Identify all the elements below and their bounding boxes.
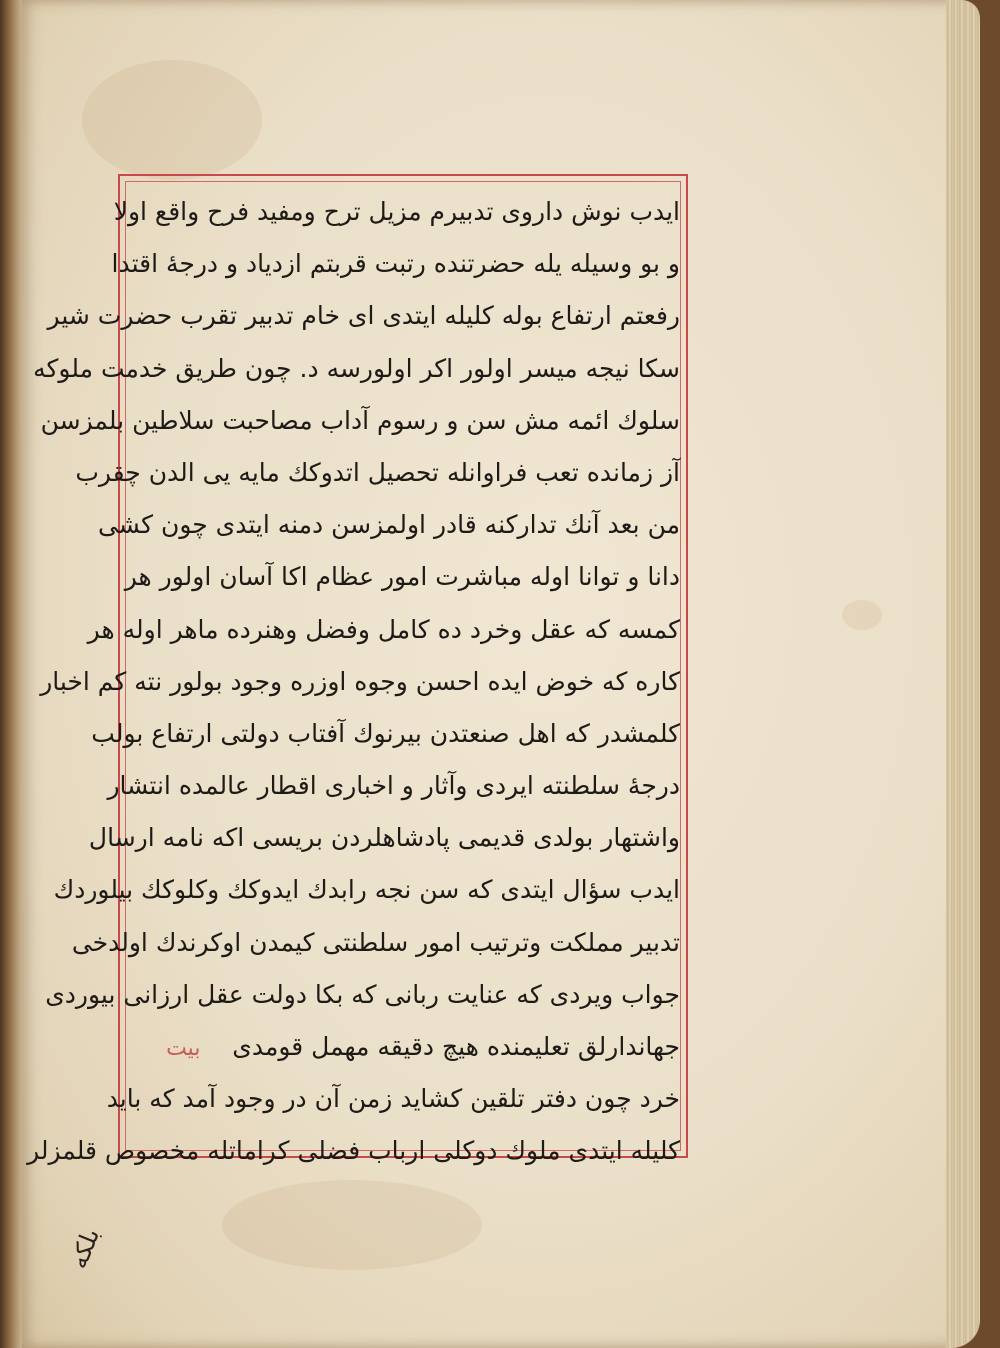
text-line: سلوك ائمه مش سن و رسوم آداب مصاحبت سلاطین بلمزسن xyxy=(40,405,680,435)
text-line: خرد چون دفتر تلقین کشاید زمن آن در وجود آمد که باید xyxy=(106,1084,680,1114)
text-line: من بعد آنك تدارکنه قادر اولمزسن دمنه ایتدی چون کشی xyxy=(97,510,680,540)
text-line: سکا نیجه میسر اولور اکر اولورسه د. چون طریق خدمت ملوکه xyxy=(33,353,680,383)
text-block xyxy=(27,186,680,1178)
paper-stain xyxy=(842,600,882,630)
text-line: جواب ویردی که عنایت ربانی که بکا دولت عقل ارزانی بیوردی xyxy=(45,979,680,1009)
text-line: ایدب سؤال ایتدی که سن نجه رابدك ایدوکك وکلوکك بیلوردك xyxy=(53,875,680,905)
text-line: دانا و توانا اوله مباشرت امور عظام اکا آسان اولور هر xyxy=(124,562,680,592)
text-line: کمسه که عقل وخرد ده کامل وفضل وهنرده ماهر اوله هر xyxy=(87,614,680,644)
paper-stain xyxy=(222,1180,482,1270)
text-line: رفعتم ارتفاع بوله کلیله ایتدی ای خام تدبیر تقرب حضرت شیر xyxy=(47,301,680,331)
text-line-with-rubric xyxy=(128,1021,680,1073)
text-line: واشتهار بولدی قدیمی پادشاهلردن بریسی اکه نامه ارسال xyxy=(88,823,680,853)
folio-catchword: بلکه xyxy=(64,1224,106,1273)
text-line: کلیله ایتدی ملوك دوکلی ارباب فضلی کراماتله مخصوص قلمزلر xyxy=(27,1136,680,1166)
text-line: درجهٔ سلطنته ایردی وآثار و اخباری اقطار عالمده انتشار xyxy=(107,771,680,801)
text-line: و بو وسیله یله حضرتنده رتبت قربتم ازدیاد و درجهٔ اقتدا xyxy=(111,249,680,279)
text-line: ایدب نوش داروی تدبیرم مزیل ترح ومفید فرح واقع اولا xyxy=(113,197,680,226)
page-edges xyxy=(946,0,980,1348)
text-segment: جهاندارلق تعلیمنده هیچ دقیقه مهمل قومدی xyxy=(232,1032,680,1061)
text-line: کاره که خوض ایده احسن وجوه اوزره وجود بولور نته کم اخبار xyxy=(40,666,680,696)
rubric-word: بیت xyxy=(166,1036,201,1061)
text-line: کلمشدر که اهل صنعتدن بیرنوك آفتاب دولتی ارتفاع بولب xyxy=(91,718,680,748)
paper-stain xyxy=(82,60,262,180)
text-line: آز زمانده تعب فراوانله تحصیل اتدوکك مایه یی الدن چقرب xyxy=(75,457,680,487)
text-line: تدبیر مملکت وترتیب امور سلطنتی کیمدن اوکرندك اولدخی xyxy=(71,927,680,957)
